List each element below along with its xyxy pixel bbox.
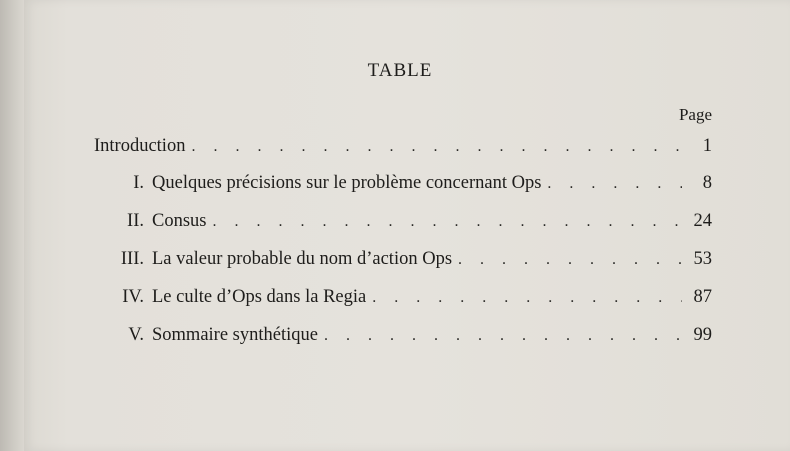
toc-entry-title: Le culte d’Ops dans la Regia xyxy=(152,287,367,307)
toc-entry-page: 1 xyxy=(702,136,712,156)
toc-heading: TABLE xyxy=(367,60,433,81)
toc-entry-number: III. xyxy=(120,249,144,269)
toc-entry-page: 87 xyxy=(693,287,712,307)
toc-entry-title: Introduction xyxy=(94,136,186,156)
toc-entry-page: 8 xyxy=(702,173,712,193)
toc-entry-number: IV. xyxy=(122,287,144,307)
dot-leader xyxy=(213,213,683,231)
dot-leader xyxy=(324,327,682,345)
page-column-label: Page xyxy=(678,105,712,124)
toc-entry-number: I. xyxy=(133,173,144,193)
dot-leader xyxy=(547,175,682,193)
toc-entry xyxy=(94,325,712,351)
toc-entry-page: 53 xyxy=(693,249,712,269)
toc-entry-title: Consus xyxy=(152,211,207,231)
toc-entry xyxy=(94,173,712,199)
toc-entry-page: 99 xyxy=(693,325,712,345)
dot-leader xyxy=(191,138,682,156)
toc-entry xyxy=(94,249,712,275)
toc-entry-title: La valeur probable du nom d’action Ops xyxy=(152,249,453,269)
toc-entry-title: Sommaire synthétique xyxy=(152,325,318,345)
toc-entry-page: 24 xyxy=(693,211,712,231)
toc-entry xyxy=(94,287,712,313)
dot-leader xyxy=(372,289,682,307)
toc-entry xyxy=(94,211,712,237)
toc-entry-title: Quelques précisions sur le problème concernant Ops xyxy=(152,173,542,193)
toc-entry-number: II. xyxy=(127,211,144,231)
dot-leader xyxy=(458,251,682,269)
toc-entry xyxy=(94,136,712,162)
toc-entry-number: V. xyxy=(128,325,144,345)
